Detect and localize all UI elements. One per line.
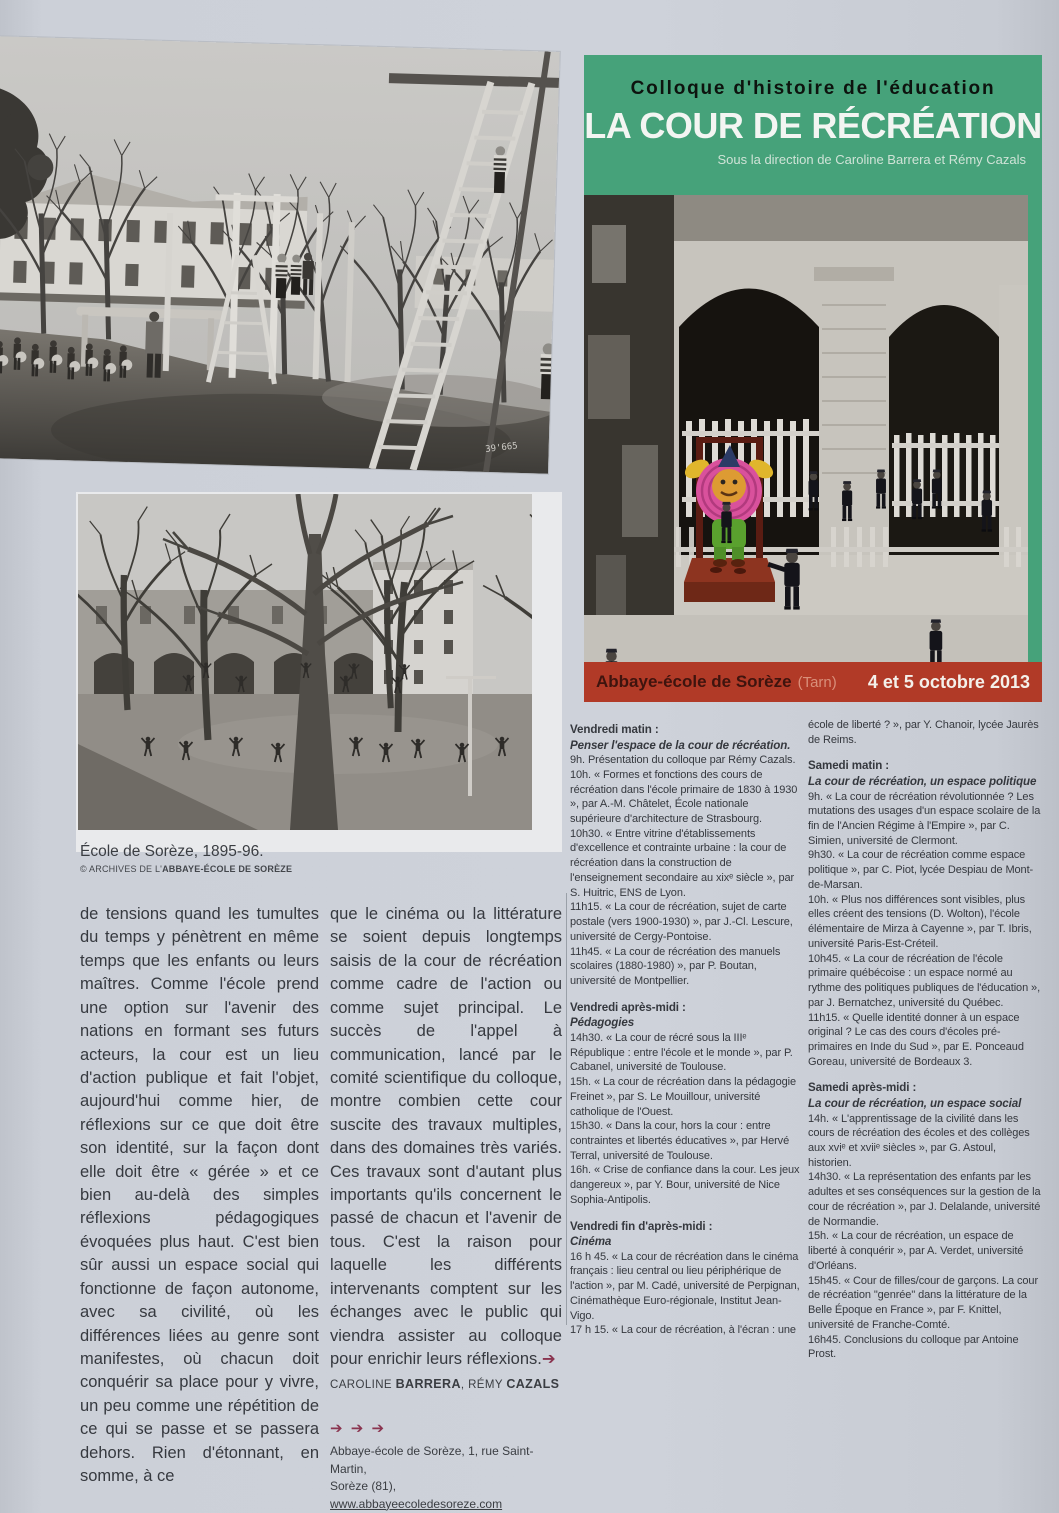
article-column-2-text: que le cinéma ou la littérature se soient depuis longtemps saisis de la cour de récréation comme cadre de l'action ou comme sujet principal. Le succès de l'appel à communication, lancé par le comité scientifique du colloque, montre combien cette cour suscite des travaux multiples, dans des domaines très variés. Ces travaux sont d'autant plus importants qu'ils concernent le passé de chacun et l'avenir de tous. C'est la raison pour laquelle les différents intervenants comptent sur les échanges avec le public qui viendra assister au colloque pour enrichir leurs réflexions. xyxy=(330,905,562,1369)
byline xyxy=(330,1376,562,1394)
program-entry: 10h. « Plus nos différences sont visibles, plus elles créent des tensions (D. Wolton), l'école élémentaire de Mirza à Cayenne », par T. Ibris, université Paris-Est-Créteil. xyxy=(808,893,1032,950)
column-divider xyxy=(566,893,567,1325)
program-entry: 16 h 45. « La cour de récréation dans le cinéma français : lieu central ou lieu périphérique de l'action », par M. Cadé, université de Perpignan, Cinémathèque Euro-régionale, Institut Jean-Vigo. xyxy=(570,1250,800,1322)
program-entry: 15h. « La cour de récréation dans la pédagogie Freinet », par S. Le Mouillour, université catholique de l'Ouest. xyxy=(570,1076,796,1118)
program-entry: 9h. Présentation du colloque par Rémy Cazals. xyxy=(570,754,796,767)
address-line-1: Abbaye-école de Sorèze, 1, rue Saint-Martin, xyxy=(330,1444,534,1476)
colloquium-poster xyxy=(584,55,1042,702)
caption-copyright xyxy=(80,864,400,874)
byline-first-author-firstname: CAROLINE xyxy=(330,1379,396,1392)
program-entry: Pédagogies xyxy=(570,1016,635,1030)
program-entry: 17 h 15. « La cour de récréation, à l'écran : une xyxy=(570,1324,796,1337)
poster-title: LA COUR DE RÉCRÉATION xyxy=(584,105,1042,146)
program-entry: Samedi matin : xyxy=(808,759,890,773)
program-entry: 15h45. « Cour de filles/cour de garçons. La cour de récréation "genrée" dans la littérature de la Belle Époque en France », par F. Knittel, université de Franche-Comté. xyxy=(808,1274,1039,1331)
program-column-saturday xyxy=(808,718,1042,1362)
program-entry: 14h30. « La cour de récré sous la IIIᵉ République : entre l'école et le monde », par P. Cabanel, université de Toulouse. xyxy=(570,1031,793,1074)
poster-dates: 4 et 5 octobre 2013 xyxy=(867,671,1030,692)
copyright-prefix: © ARCHIVES DE L' xyxy=(80,864,163,874)
program-entry: 15h30. « Dans la cour, hors la cour : entre contraintes et libertés éducatives », par Hervé Terral, université de Toulouse. xyxy=(570,1120,790,1162)
triple-arrow-icon: ➔ ➔ ➔ xyxy=(330,1420,387,1438)
copyright-archive-name: ABBAYE-ÉCOLE DE SORÈZE xyxy=(162,864,293,874)
program-entry: Penser l'espace de la cour de récréation. xyxy=(570,738,791,752)
program-entry: école de liberté ? », par Y. Chanoir, lycée Jaurès de Reims. xyxy=(808,719,1039,746)
address-line-2: Sorèze (81), xyxy=(330,1479,397,1494)
byline-first-author-lastname: BARRERA xyxy=(395,1377,461,1392)
article-column-1: de tensions quand les tumultes du temps y pénètrent en même temps que les enfants ou leurs maîtres. Comme l'école prend une option sur l'avenir des nations en formant ses futurs acteurs, la cour est un lieu d'action publique et fait l'objet, aujourd'hui comme hier, de réflexions sur ce que doit être son identité, sur la façon dont elle doit être « gérée » et ce bien au-delà des simples réflexions pédagogiques évoquées plus haut. C'est bien sûr aussi un espace social qui fonctionne de façon autonome, avec sa civilité, où les différences liées au genre sont manifestes, où chacun doit conquérir sa place pour y vivre, un peu comme une répétition de ce qui se passe et se passera dehors. Rien d'étonnant, en somme, à ce xyxy=(80,905,319,1486)
end-of-article-arrow-icon: ➔ xyxy=(541,1350,556,1369)
program-column-friday xyxy=(570,711,802,1338)
program-entry: Cinéma xyxy=(570,1235,612,1249)
program-entry: 10h30. « Entre vitrine d'établissements d'excellence et contrainte urbaine : la cour de récréation dans la construction de l'enseignement secondaire au xixᵉ siècle », par S. Huitric, ENS de Lyon. xyxy=(570,827,795,899)
program-entry: 11h45. « La cour de récréation des manuels scolaires (1880-1980) », par P. Boutan, université de Montpellier. xyxy=(570,945,781,988)
poster-venue-group xyxy=(596,672,837,692)
poster-bottom-bar xyxy=(584,662,1042,702)
program-entry: 9h30. « La cour de récréation comme espace politique », par C. Piot, lycée Despiau de Mont-de-Marsan. xyxy=(808,849,1034,891)
program-entry: La cour de récréation, un espace politique xyxy=(808,775,1037,788)
article-column-2 xyxy=(330,903,562,1513)
poster-subtitle: Sous la direction de Caroline Barrera et Rémy Cazals xyxy=(717,152,1026,167)
program-entry: Vendredi fin d'après-midi : xyxy=(570,1219,713,1233)
poster-photo-arcade-clown xyxy=(584,195,1042,662)
poster-venue-region: (Tarn) xyxy=(797,674,837,691)
program-entry: 9h. « La cour de récréation révolutionnée ? Les mutations des usages d'un espace scolaire de la fin de l'Ancien Régime à l'Empire », par C. Simien, université de Clermont. xyxy=(808,790,1041,847)
program-entry: 11h15. « La cour de récréation, sujet de carte postale (vers 1900-1930) », par J.-Cl. Lescure, université de Cergy-Pontoise. xyxy=(570,901,793,943)
program-entry: 15h. « La cour de récréation, un espace de liberté à conquérir », par A. Verdet, université d'Orléans. xyxy=(808,1230,1024,1272)
contact-block xyxy=(330,1418,562,1513)
program-entry: Vendredi matin : xyxy=(570,723,659,736)
byline-second-author-firstname: , RÉMY xyxy=(460,1379,507,1392)
program-entry: La cour de récréation, un espace social xyxy=(808,1097,1022,1111)
program-entry: Samedi après-midi : xyxy=(808,1081,917,1095)
program-entry: 11h15. « Quelle identité donner à un espace original ? Le cas des cours d'écoles pré-primaires en Inde du Sud », par E. Ponceaud Goreau, université de Bordeaux 3. xyxy=(808,1011,1024,1068)
caption-title: École de Sorèze, 1895-96. xyxy=(80,843,264,860)
playground-photo xyxy=(0,36,560,474)
program-entry: 14h30. « La représentation des enfants par les adultes et ses conséquences sur la gestion de la cour de récréation », par J. Delalande, université de Normandie. xyxy=(808,1171,1041,1228)
program-entry: 16h45. Conclusions du colloque par Antoine Prost. xyxy=(808,1333,1019,1361)
byline-second-author-lastname: CAZALS xyxy=(506,1377,560,1392)
program-entry: 14h. « L'apprentissage de la civilité dans les cours de récréation des écoles et des collèges aux xviᵉ et xviiᵉ siècles », par G. Astoul, historien. xyxy=(808,1112,1030,1169)
poster-header xyxy=(584,55,1042,195)
photo-archive-mark: 39'665 xyxy=(484,441,519,455)
program-entry: Vendredi après-midi : xyxy=(570,1000,686,1014)
program-entry: 16h. « Crise de confiance dans la cour. Les jeux dangereux », par Y. Bour, université de Nice Sophia-Antipolis. xyxy=(570,1164,800,1206)
poster-venue: Abbaye-école de Sorèze xyxy=(596,672,792,691)
website-link[interactable]: www.abbayeecoledesoreze.com xyxy=(330,1496,503,1511)
address xyxy=(330,1443,562,1513)
poster-kicker: Colloque d'histoire de l'éducation xyxy=(630,78,996,99)
program-entry: 10h45. « La cour de récréation de l'école primaire québécoise : un espace normé au rythme des politiques publiques de l'éducation », par J. Bernatchez, université du Québec. xyxy=(808,952,1041,1009)
photo-caption xyxy=(80,843,400,874)
program-entry: 10h. « Formes et fonctions des cours de récréation dans l'école primaire de 1830 à 1930 », par A.-M. Châtelet, École nationale supérieure d'architecture de Strasbourg. xyxy=(570,768,798,825)
courtyard-photo xyxy=(76,492,562,852)
